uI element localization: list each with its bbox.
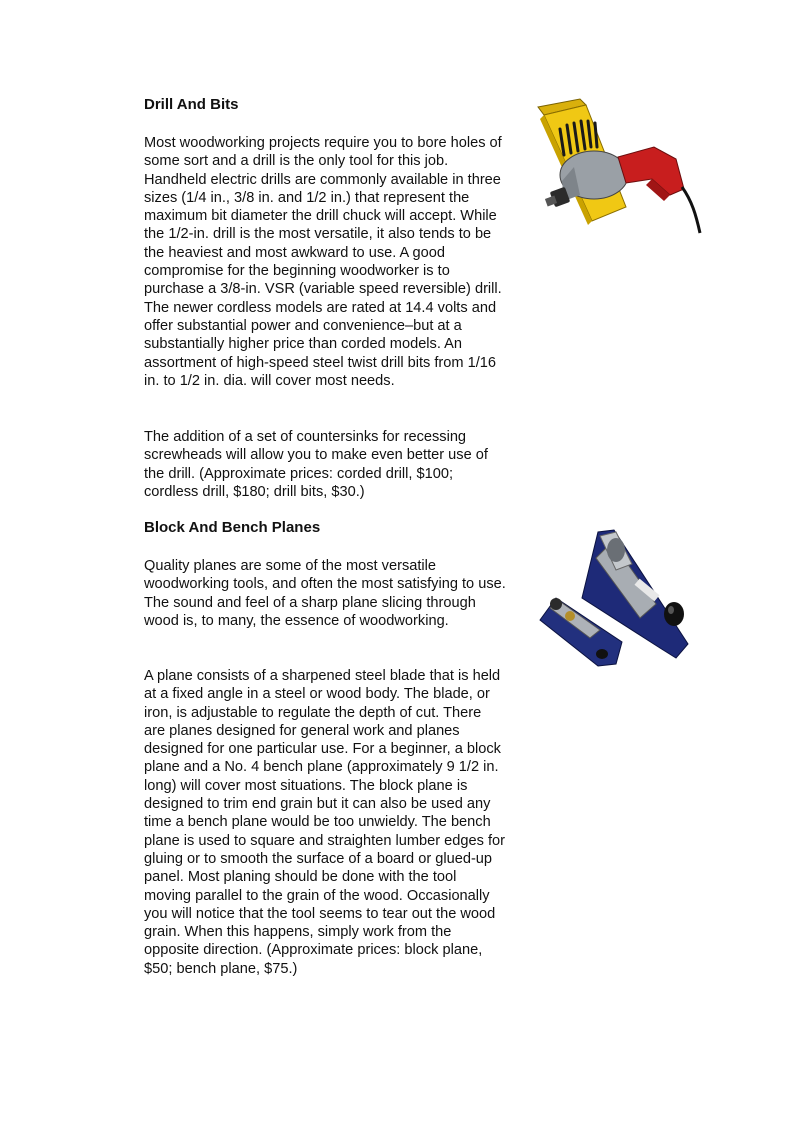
block-and-bench-plane-icon [536, 528, 700, 668]
section-heading-planes: Block And Bench Planes [144, 519, 321, 536]
drill-paragraph-1: Most woodworking projects require you to bore holes of some sort and a drill is the only tool for this job. Handheld electric drills are commonly available in three sizes (1/4 in., 3/8 in. and 1/2 in.) that represent the maximum bit diameter the drill chuck will accept. While the 1/2-in. drill is the most versatile, it also tends to be the heaviest and most awkward to use. A good compromise for the beginning woodworker is to purchase a 3/8-in. VSR (variable speed reversible) drill. The newer cordless models are rated at 14.4 volts and offer substantial power and convenience–but at a substantially higher price than corded models. An assortment of high-speed steel twist drill bits from 1/16 in. to 1/2 in. dia. will cover most needs. [144, 135, 502, 389]
planes-paragraph-1: Quality planes are some of the most versatile woodworking tools, and often the most satisfying to use. The sound and feel of a sharp plane slicing through wood is, to many, the essence of woodworking. [144, 558, 506, 629]
section-heading-drill: Drill And Bits [144, 96, 239, 113]
drill-with-bit-case-icon [534, 97, 702, 235]
planes-paragraph-2: A plane consists of a sharpened steel blade that is held at a fixed angle in a steel or wood body. The blade, or iron, is adjustable to regulate the depth of cut. There are planes designed for general work and planes designed for one particular use. For a beginner, a block plane and a No. 4 bench plane (approximately 9 1/2 in. long) will cover most situations. The block plane is designed to trim end grain but it can also be used any time a bench plane would be too unwieldy. The bench plane is used to square and straighten lumber edges for gluing or to smooth the surface of a board or glued-up panel. Most planing should be done with the tool moving parallel to the grain of the wood. Occasionally you will notice that the tool seems to tear out the wood grain. When this happens, simply work from the opposite direction. (Approximate prices: block plane, $50; bench plane, $75.) [144, 668, 506, 977]
drill-paragraph-2: The addition of a set of countersinks for recessing screwheads will allow you to make even better use of the drill. (Approximate prices: corded drill, $100; cordless drill, $180; drill bits, $30.) [144, 429, 488, 500]
